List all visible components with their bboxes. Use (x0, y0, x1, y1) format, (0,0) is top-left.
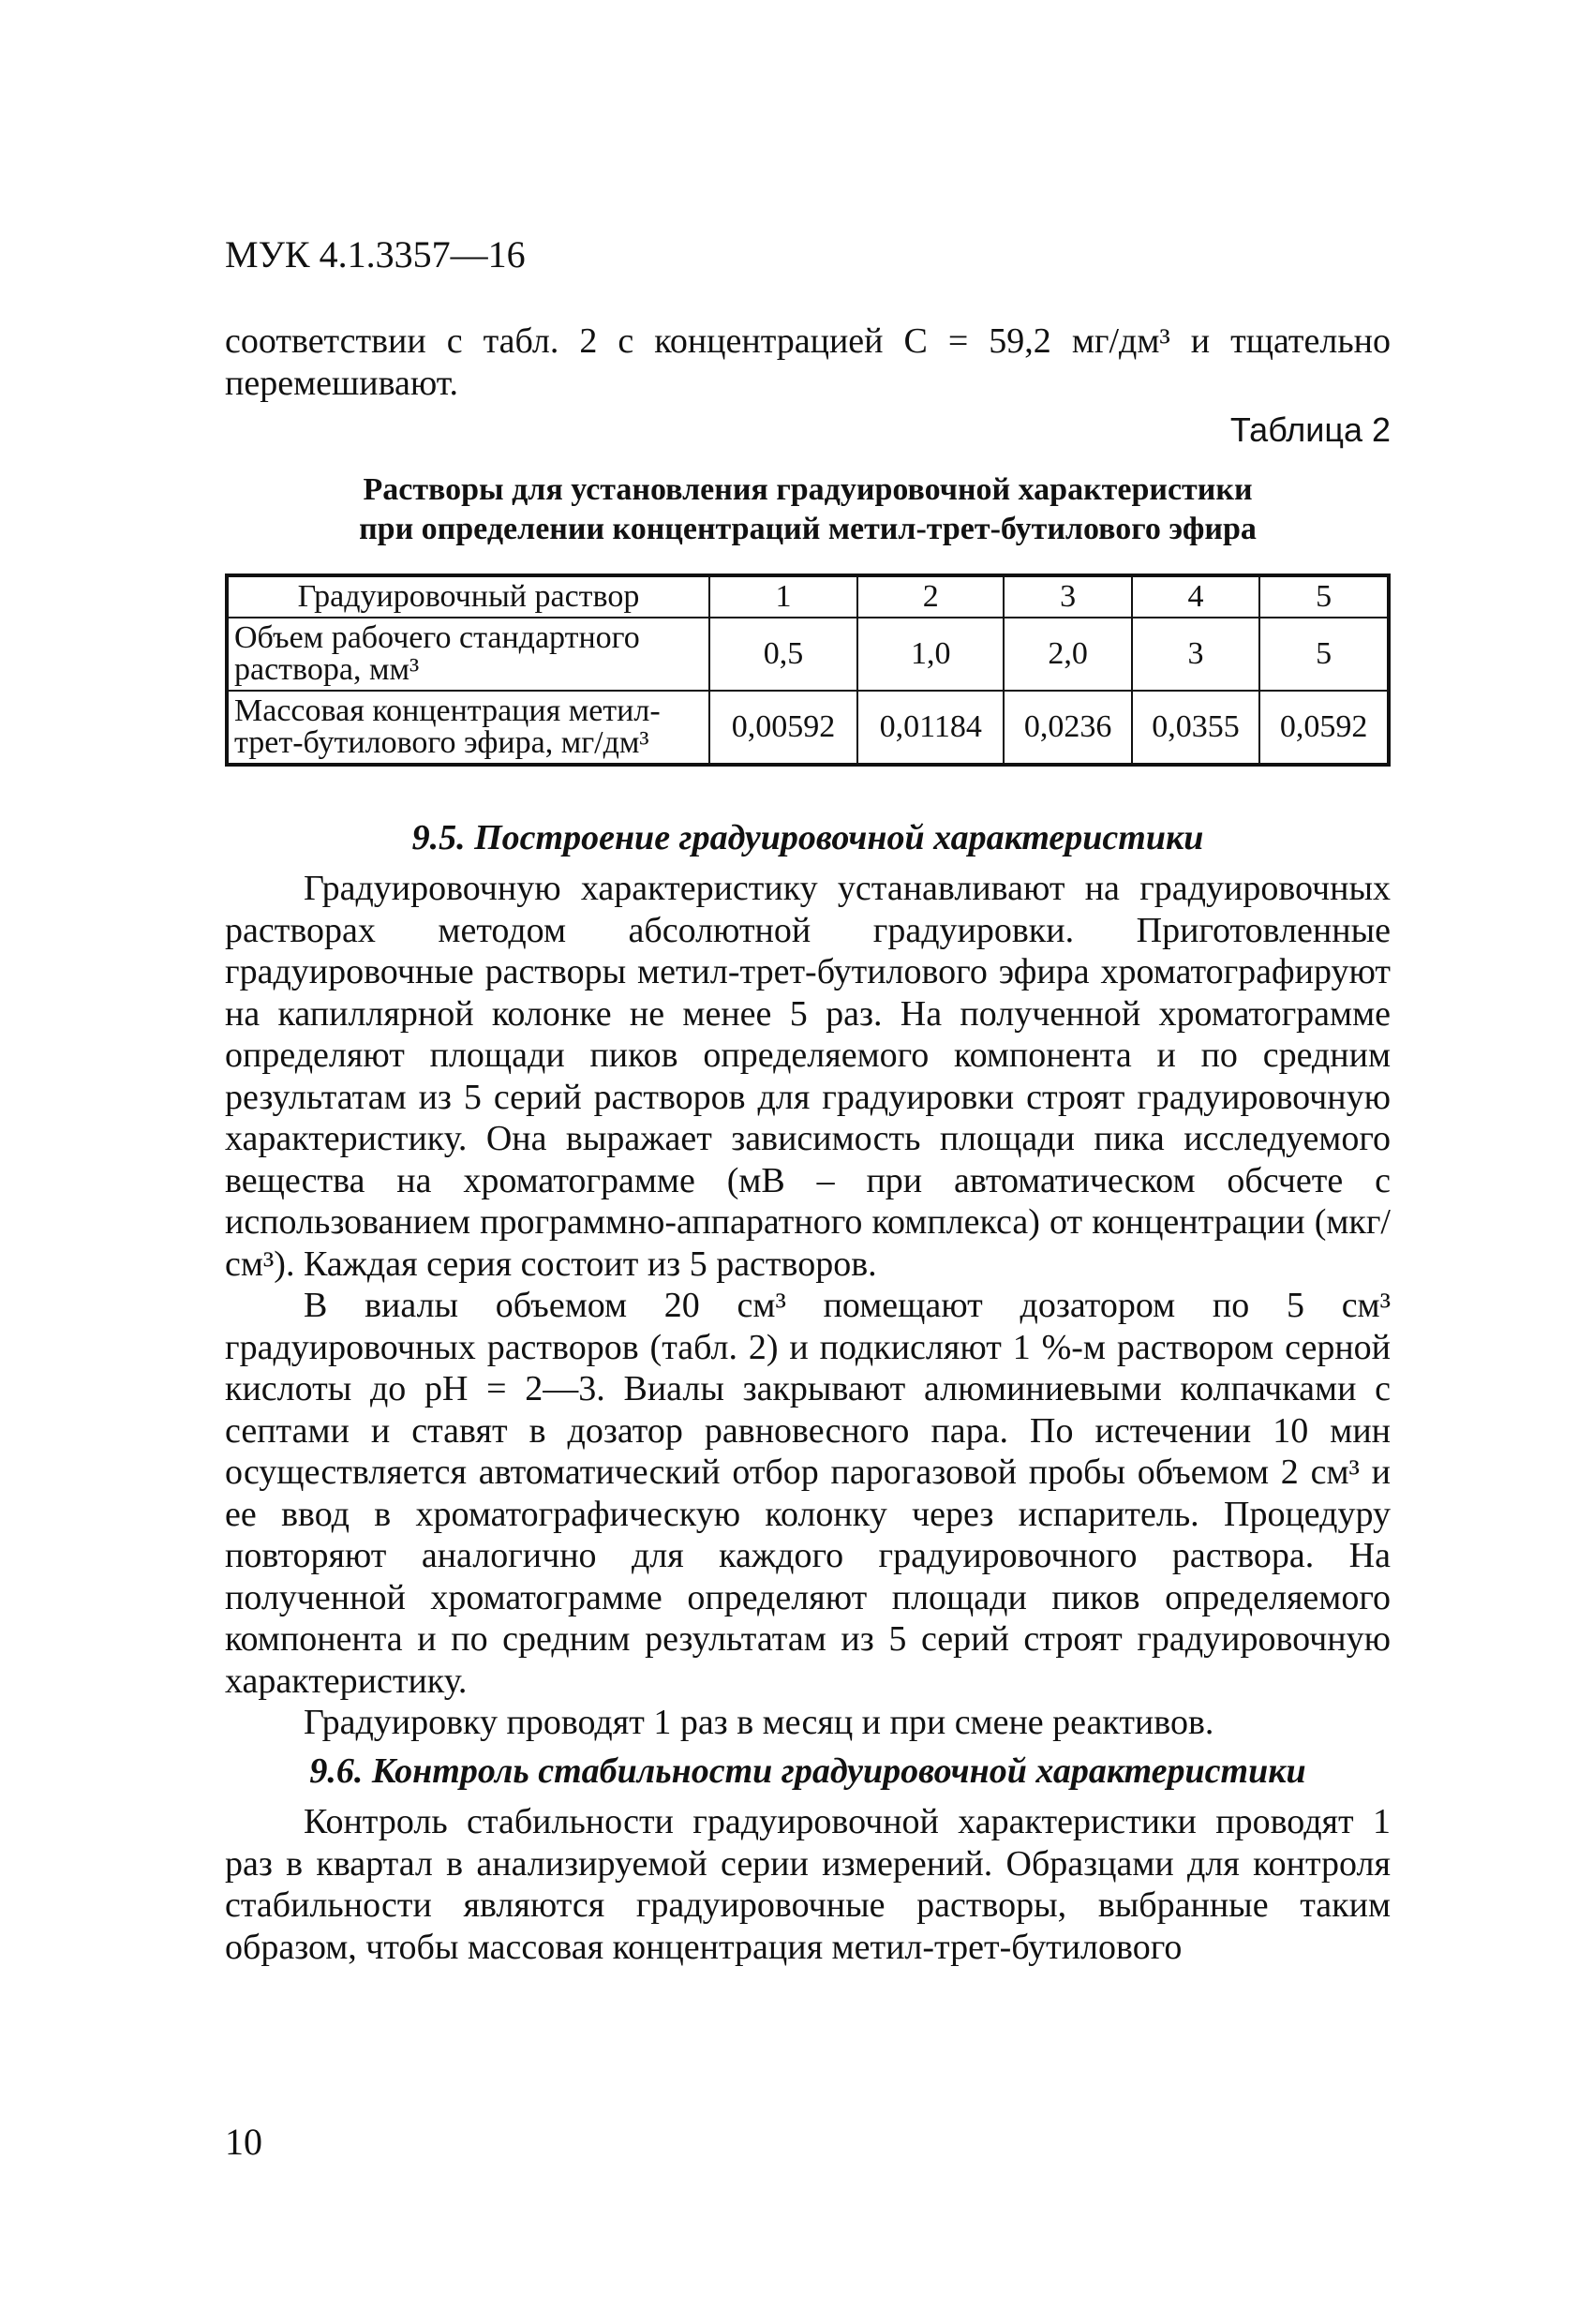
table-cell: 0,0355 (1132, 691, 1259, 765)
table-cell-label: Массовая концентрация метил-трет-бутилового эфира, мг/дм³ (227, 691, 709, 765)
section-9-5-paragraph-2: В виалы объемом 20 см³ помещают дозатором по 5 см³ градуировочных растворов (табл. 2) и подкисляют 1 %-м раствором серной кислоты до pH = 2—3. Виалы закрывают алюминиевыми колпачками с септами и ставят в дозатор равновесного пара. По истечении 10 мин осуществляется автоматический отбор парогазовой пробы объемом 2 см³ и ее ввод в хроматографическую колонку через испаритель. Процедуру повторяют аналогично для каждого градуировочного раствора. На полученной хроматограмме определяют площади пиков определяемого компонента и по средним результатам из 5 серий строят градуировочную характеристику. (225, 1286, 1391, 1701)
table-row (227, 575, 1389, 618)
table-cell-label: Градуировочный раствор (227, 575, 709, 618)
table-cell: 3 (1004, 575, 1131, 618)
table-cell: 1 (709, 575, 857, 618)
section-9-5-body (225, 868, 1391, 1744)
section-9-6-body (225, 1801, 1391, 1968)
table-cell: 5 (1259, 575, 1389, 618)
table-cell: 3 (1132, 618, 1259, 691)
calibration-table (225, 574, 1391, 767)
table-cell: 0,0592 (1259, 691, 1389, 765)
table-row (227, 691, 1389, 765)
table-cell: 5 (1259, 618, 1389, 691)
section-9-6-heading: 9.6. Контроль стабильности градуировочной характеристики (309, 1751, 1306, 1791)
intro-paragraph (225, 320, 1391, 404)
table-cell: 0,00592 (709, 691, 857, 765)
table-title-line-1: Растворы для установления градуировочной характеристики (363, 472, 1253, 507)
intro-text: соответствии с табл. 2 с концентрацией C = 59,2 мг/дм³ и тщательно перемешивают. (225, 321, 1391, 403)
table-title-line-2: при определении концентраций метил-трет-бутилового эфира (359, 512, 1257, 546)
table-cell: 1,0 (857, 618, 1004, 691)
table-cell-label: Объем рабочего стандартного раствора, мм³ (227, 618, 709, 691)
table-cell: 0,01184 (857, 691, 1004, 765)
table-cell: 2,0 (1004, 618, 1131, 691)
section-9-5-paragraph-1: Градуировочную характеристику устанавливают на градуировочных растворах методом абсолютной градуировки. Приготовленные градуировочные растворы метил-трет-бутилового эфира хроматографируют на капиллярной колонке не менее 5 раз. На полученной хроматограмме определяют площади пиков определяемого компонента и по средним результатам из 5 серий растворов для градуировки строят градуировочную характеристику. Она выражает зависимость площади пика исследуемого вещества на хроматограмме (мВ – при автоматическом обсчете с использованием программно-аппаратного комплекса) от концентрации (мкг/см³). Каждая серия состоит из 5 растворов. (225, 869, 1391, 1284)
section-9-5-paragraph-3: Градуировку проводят 1 раз в месяц и при смене реактивов. (304, 1703, 1214, 1742)
table-row (227, 618, 1389, 691)
table-title (225, 470, 1391, 549)
section-9-5-heading: 9.5. Построение градуировочной характеристики (411, 818, 1204, 857)
section-9-6-paragraph-1: Контроль стабильности градуировочной характеристики проводят 1 раз в квартал в анализируемой серии измерений. Образцами для контроля стабильности являются градуировочные растворы, выбранные таким образом, чтобы массовая концентрация метил-трет-бутилового (225, 1802, 1391, 1967)
table-cell: 0,0236 (1004, 691, 1131, 765)
table-label: Таблица 2 (1229, 410, 1391, 449)
table-cell: 0,5 (709, 618, 857, 691)
table-cell: 4 (1132, 575, 1259, 618)
table-cell: 2 (857, 575, 1004, 618)
document-code: МУК 4.1.3357—16 (225, 233, 526, 276)
page-number: 10 (225, 2121, 262, 2163)
